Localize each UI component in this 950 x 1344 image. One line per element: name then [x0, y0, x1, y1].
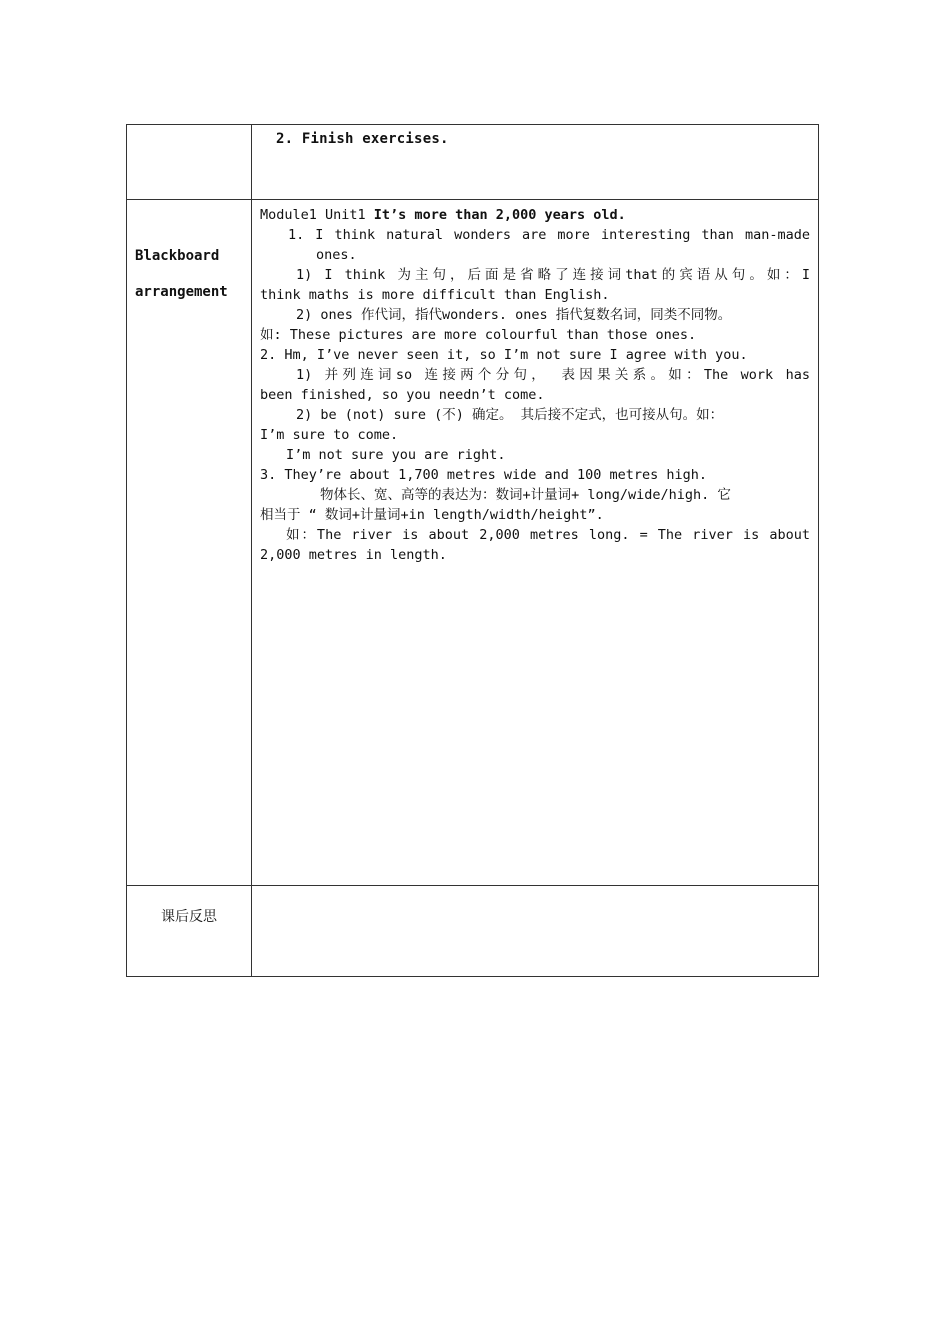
content-line: 如：The river is about 2,000 metres long. = The river is about: [286, 527, 810, 543]
content-line: 相当于 “ 数词+计量词+in length/width/height”.: [260, 507, 604, 523]
table-cell: [127, 886, 252, 977]
blackboard-arrangement-label: [127, 200, 251, 310]
after-class-reflection-label: 课后反思: [161, 909, 217, 925]
content-line: 2) ones 作代词，指代wonders. ones 指代复数名词，同类不同物。: [296, 307, 732, 323]
table-cell: [252, 200, 819, 886]
blackboard-content: [252, 200, 818, 565]
lesson-table: [126, 124, 819, 977]
content-line: 物体长、宽、高等的表达为：数词+计量词+ long/wide/high. 它: [320, 487, 731, 503]
content-line: 2,000 metres in length.: [260, 547, 447, 563]
table-cell-empty: [127, 125, 252, 200]
content-line: 2. Hm, I’ve never seen it, so I’m not sure I agree with you.: [260, 347, 748, 363]
content-line: I’m not sure you are right.: [286, 447, 506, 463]
content-line: 1) I think 为主句，后面是省略了连接词that的宾语从句。如：I: [296, 267, 810, 283]
content-line: 1) 并列连词so 连接两个分句， 表因果关系。如：The work has: [296, 367, 810, 383]
table-row: [127, 125, 819, 200]
content-line: 2) be (not) sure (不) 确定。 其后接不定式，也可接从句。如：: [296, 407, 724, 423]
module-heading: [260, 205, 810, 225]
content-line: 3. They’re about 1,700 metres wide and 100 metres high.: [260, 467, 708, 483]
table-row: [127, 886, 819, 977]
table-cell: [127, 200, 252, 886]
finish-exercises-text: 2. Finish exercises.: [276, 131, 449, 147]
content-line: ones.: [316, 247, 357, 263]
table-cell: [252, 125, 819, 200]
content-line: I’m sure to come.: [260, 427, 399, 443]
table-row: [127, 200, 819, 886]
reflection-cell: [252, 886, 819, 977]
label-line: arrangement: [135, 284, 228, 300]
content-line: 如: These pictures are more colourful than those ones.: [260, 327, 697, 343]
content-line: 1. I think natural wonders are more interesting than man-made: [288, 227, 810, 243]
content-line: think maths is more difficult than English.: [260, 287, 610, 303]
label-line: Blackboard: [135, 248, 220, 264]
heading-title: It’s more than 2,000 years old.: [373, 207, 626, 223]
content-line: been finished, so you needn’t come.: [260, 387, 545, 403]
heading-prefix: Module1 Unit1: [260, 207, 374, 223]
